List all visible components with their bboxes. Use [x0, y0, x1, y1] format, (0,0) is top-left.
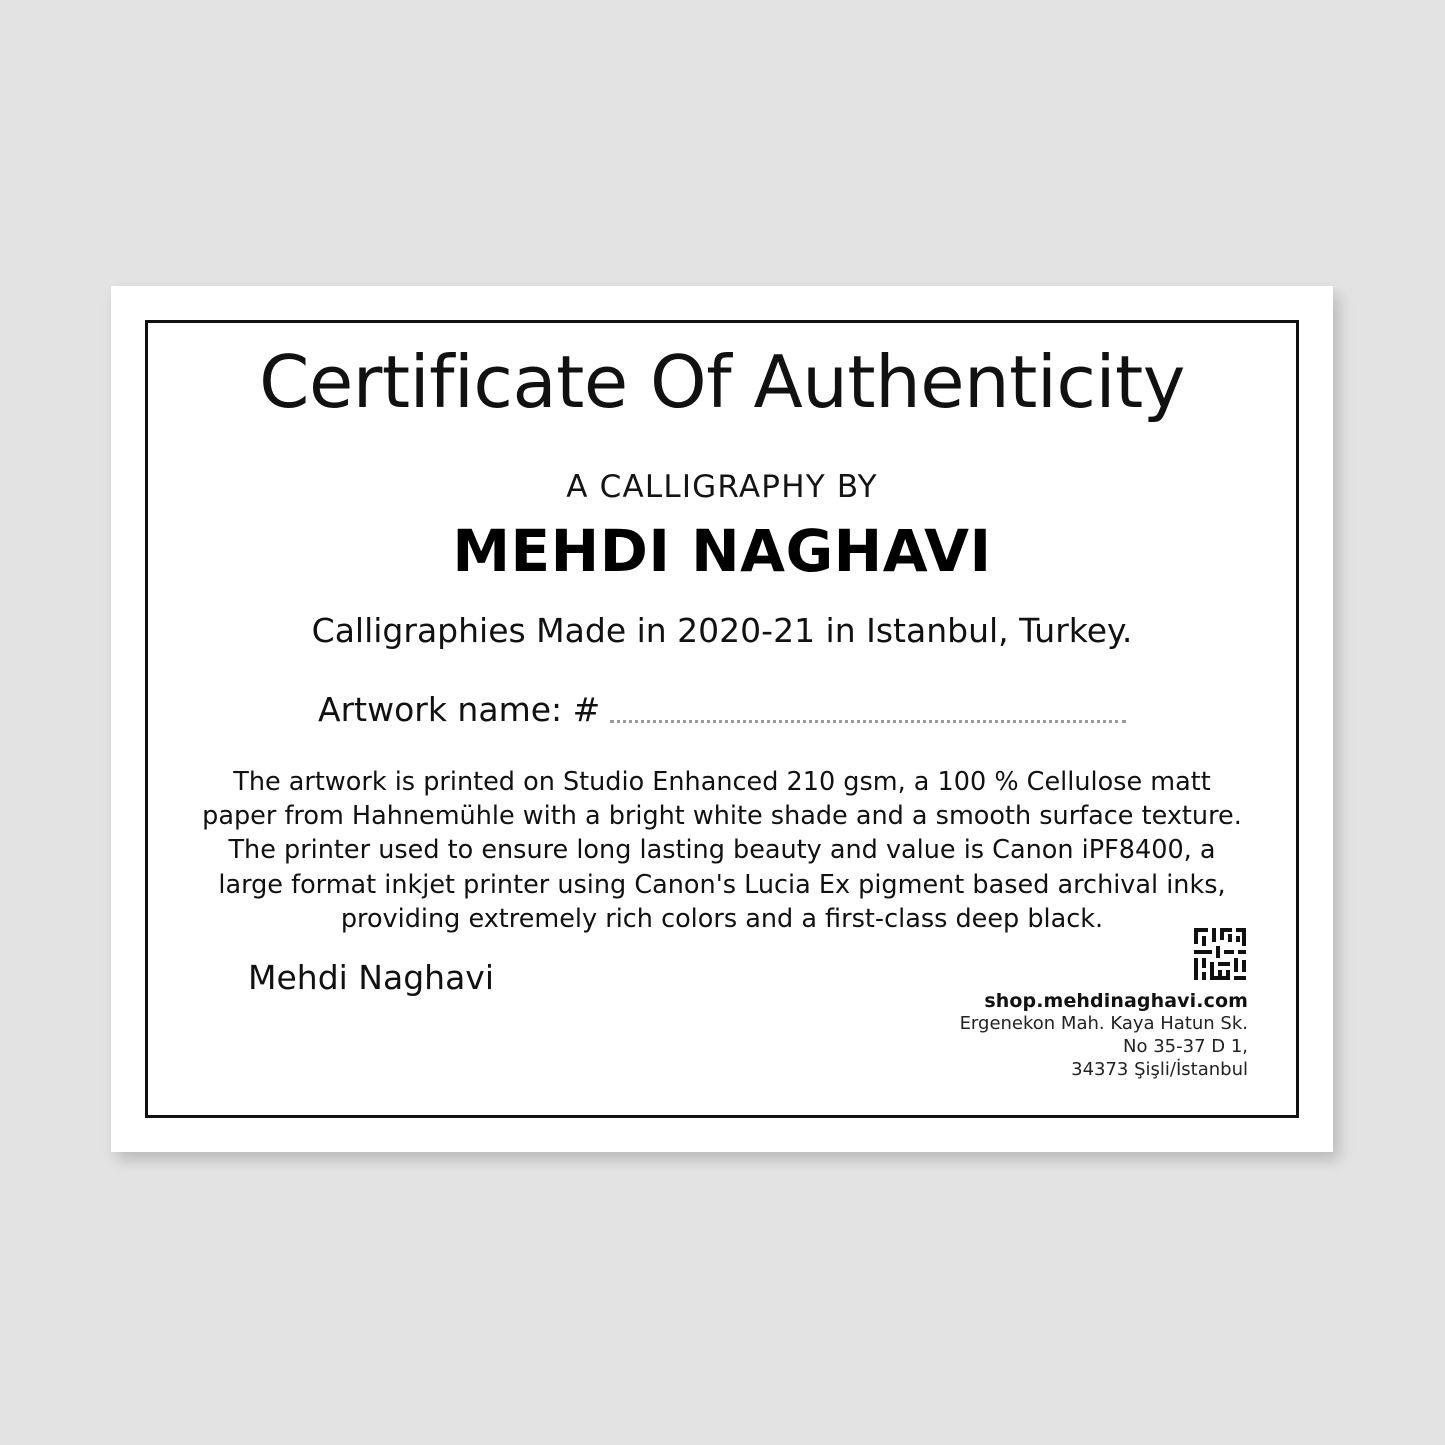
made-in-line: Calligraphies Made in 2020-21 in Istanbul, Turkey. [311, 610, 1133, 650]
page-title: Certificate Of Authenticity [259, 340, 1185, 424]
artwork-name-row [148, 690, 1296, 729]
certificate-border-frame [145, 320, 1299, 1118]
description-paragraph: The artwork is printed on Studio Enhanced 210 gsm, a 100 % Cellulose matt paper from Hahnemühle with a bright white shade and a smooth surface texture. The printer used to ensure long lasting beauty and value is Canon iPF8400, a large format inkjet printer using Canon's Lucia Ex pigment based archival inks, providing extremely rich colors and a first-class deep black. [202, 766, 1242, 935]
address-line-1: Ergenekon Mah. Kaya Hatun Sk. [959, 1012, 1248, 1034]
calligraphy-by-label: A CALLIGRAPHY BY [566, 468, 878, 505]
signature-name: Mehdi Naghavi [248, 958, 494, 997]
artwork-name-dotted-line[interactable] [610, 719, 1126, 723]
artist-name: MEHDI NAGHAVI [452, 516, 992, 585]
artwork-name-label: Artwork name: # [318, 689, 601, 729]
kufic-square-logo-icon [1192, 926, 1248, 982]
footer-block [960, 926, 1248, 1081]
certificate-card [111, 286, 1333, 1152]
shop-url[interactable]: shop.mehdinaghavi.com [984, 989, 1248, 1012]
address-line-3: 34373 Şişli/İstanbul [1071, 1058, 1248, 1080]
address-line-2: No 35-37 D 1, [1123, 1035, 1248, 1057]
